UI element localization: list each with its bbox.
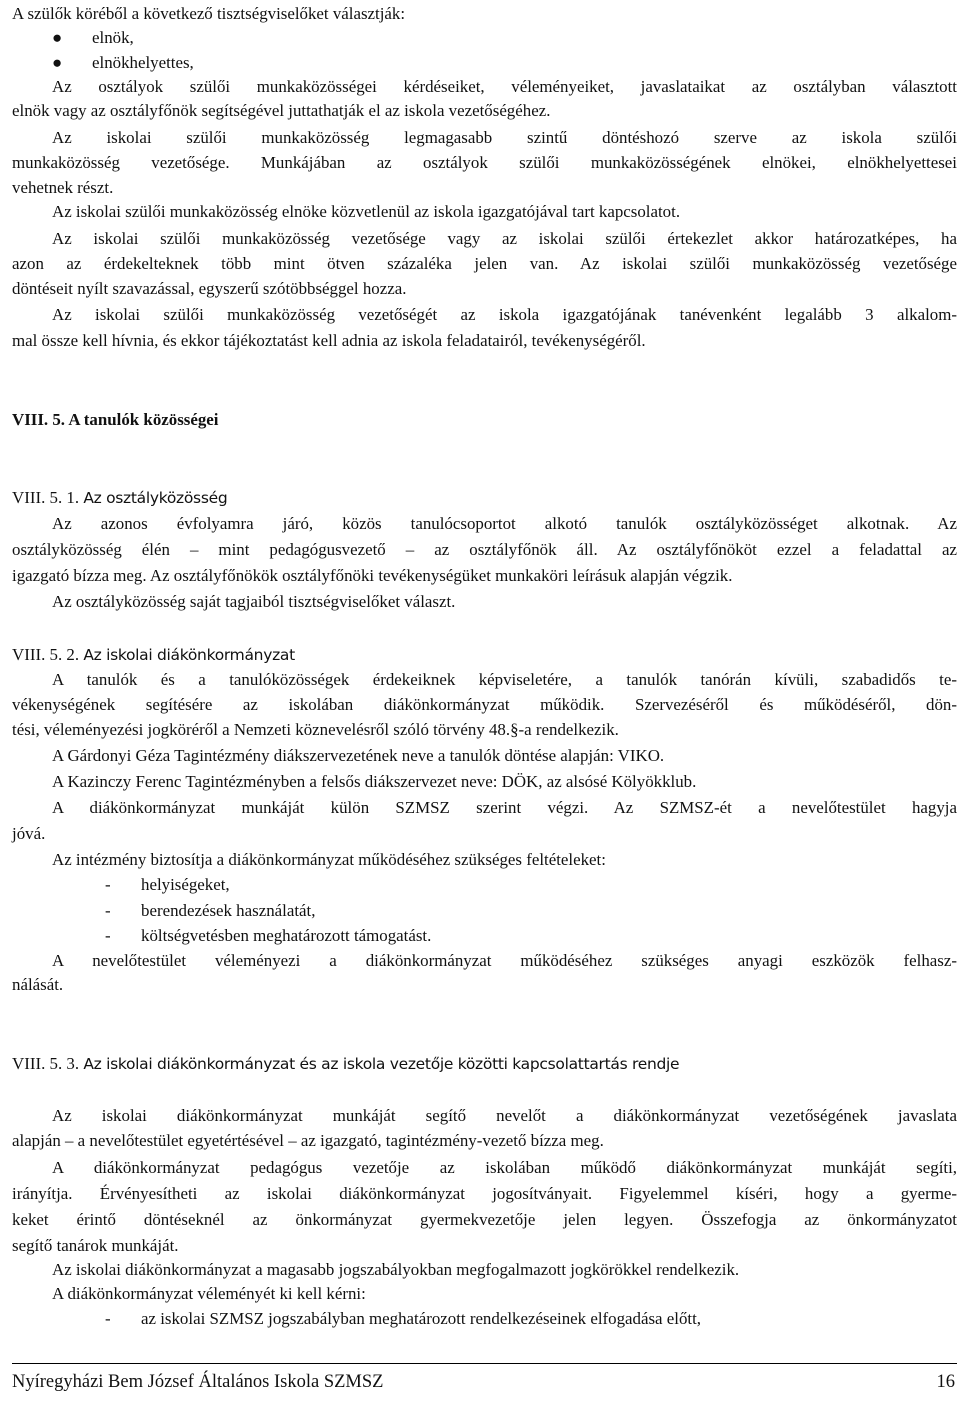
paragraph-line: Az iskolai diákönkormányzat munkáját segítő nevelőt a diákönkormányzat vezetőségének javaslata [52, 1106, 957, 1125]
paragraph-line: Az iskolai diákönkormányzat a magasabb jogszabályokban megfogalmazott jogkörökkel rendelkezik. [52, 1260, 740, 1279]
subsection-title: Az osztályközösség [83, 489, 228, 507]
paragraph-line: Az intézmény biztosítja a diákönkormányzat működéséhez szükséges feltételeket: [52, 850, 606, 869]
page-number: 16 [936, 1372, 955, 1392]
subsection-title: Az iskolai diákönkormányzat és az iskola vezetője közötti kapcsolattartás rendje [83, 1055, 680, 1073]
subsection-heading [12, 486, 957, 510]
dash-item [105, 924, 960, 948]
paragraph-line: osztályközösség élén – mint pedagógusvezető – az osztályfőnök áll. Az osztályfőnököt ezzel a feladattal az [12, 540, 957, 559]
bullet-item [52, 26, 960, 50]
subsection-heading [12, 643, 957, 667]
footer-rule [12, 1363, 957, 1364]
paragraph-line: A diákönkormányzat véleményét ki kell kérni: [52, 1284, 366, 1303]
paragraph-line: A Kazinczy Ferenc Tagintézményben a felsős diákszervezet neve: DÖK, az alsósé Kölyökklub. [52, 772, 697, 791]
paragraph-line: segítő tanárok munkáját. [12, 1236, 179, 1255]
bullet-text: elnökhelyettes, [92, 53, 194, 72]
dash-text: költségvetésben meghatározott támogatást. [141, 926, 432, 945]
paragraph-line: igazgató bízza meg. Az osztályfőnökök osztályfőnöki tevékenységüket munkaköri leírásuk alapján végzik. [12, 566, 733, 585]
paragraph-line: jóvá. [12, 824, 46, 843]
paragraph-line: Az iskolai szülői munkaközösség vezetőségét az iskola igazgatójának tanévenként legalább 3 alkalom- [52, 305, 957, 324]
subsection-number: VIII. 5. 1. [12, 488, 80, 507]
dash-item [105, 873, 960, 897]
dash-item [105, 899, 960, 923]
paragraph-line: A tanulók és a tanulóközösségek érdekeiknek képviseletére, a tanulók tanórán kívüli, szabadidős te- [52, 670, 957, 689]
paragraph-line: Az osztályközösség saját tagjaiból tisztségviselőket választ. [52, 592, 456, 611]
paragraph-line: keket érintő döntéseknél az önkormányzat gyermekvezetője jelen legyen. Összefogja az önkormányzatot [12, 1210, 957, 1229]
subsection-heading [12, 1052, 957, 1076]
subsection-number: VIII. 5. 2. [12, 645, 80, 664]
dash-text: helyiségeket, [141, 875, 230, 894]
paragraph-line: alapján – a nevelőtestület egyetértésével – az igazgató, tagintézmény-vezető bízza meg. [12, 1131, 604, 1150]
paragraph-line: A Gárdonyi Géza Tagintézmény diákszervezetének neve a tanulók döntése alapján: VIKO. [52, 746, 665, 765]
bullet-text: elnök, [92, 28, 134, 47]
paragraph-line: mal össze kell hívnia, és ekkor tájékoztatást kell adnia az iskola feladatairól, tevékenységéről. [12, 331, 646, 350]
footer-title: Nyíregyházi Bem József Általános Iskola SZMSZ [12, 1372, 384, 1392]
paragraph-line: azon az érdekelteknek több mint ötven százaléka jelen van. Az iskolai szülői munkaközösség vezetősége [12, 254, 957, 273]
paragraph-line: A szülők köréből a következő tisztségviselőket választják: [12, 4, 406, 23]
dash-marker: - [105, 875, 111, 894]
paragraph-line: Az osztályok szülői munkaközösségei kérdéseiket, véleményeiket, javaslataikat az osztályban választott [52, 77, 957, 96]
bullet-icon: ● [52, 28, 63, 47]
paragraph-line: tési, véleményezési jogköréről a Nemzeti köznevelésről szóló törvény 48.§-a rendelkezik. [12, 720, 619, 739]
paragraph-line: nálását. [12, 975, 64, 994]
paragraph-line: Az iskolai szülői munkaközösség vezetősége vagy az iskolai szülői értekezlet akkor határozatképes, ha [52, 229, 957, 248]
dash-text: berendezések használatát, [141, 901, 316, 920]
paragraph-line: vékenységének segítésére az iskolában diákönkormányzat működik. Szervezéséről és működéséről, dön- [12, 695, 957, 714]
paragraph-line: munkaközösség vezetősége. Munkájában az osztályok szülői munkaközösségének elnökei, elnökhelyettesei [12, 153, 957, 172]
paragraph-line: elnök vagy az osztályfőnök segítségével juttathatják el az iskola vezetőségéhez. [12, 101, 551, 120]
subsection-title: Az iskolai diákönkormányzat [83, 646, 295, 664]
bullet-icon: ● [52, 53, 63, 72]
bullet-item [52, 51, 960, 75]
dash-marker: - [105, 1309, 111, 1328]
section-heading: VIII. 5. A tanulók közösségei [12, 410, 219, 429]
paragraph-line: Az iskolai szülői munkaközösség legmagasabb szintű döntéshozó szerve az iskola szülői [52, 128, 957, 147]
dash-marker: - [105, 901, 111, 920]
paragraph-line: döntéseit nyílt szavazással, egyszerű szótöbbséggel hozza. [12, 279, 407, 298]
paragraph-line: A nevelőtestület véleményezi a diákönkormányzat működéséhez szükséges anyagi eszközök felhasz- [52, 951, 957, 970]
dash-text: az iskolai SZMSZ jogszabályban meghatározott rendelkezéseinek elfogadása előtt, [141, 1309, 702, 1328]
paragraph-line: A diákönkormányzat munkáját külön SZMSZ szerint végzi. Az SZMSZ-ét a nevelőtestület hagyja [52, 798, 957, 817]
dash-marker: - [105, 926, 111, 945]
subsection-number: VIII. 5. 3. [12, 1054, 80, 1073]
paragraph-line: vehetnek részt. [12, 178, 114, 197]
paragraph-line: A diákönkormányzat pedagógus vezetője az iskolában működő diákönkormányzat munkáját segíti, [52, 1158, 957, 1177]
dash-item [105, 1307, 960, 1331]
paragraph-line: Az iskolai szülői munkaközösség elnöke közvetlenül az iskola igazgatójával tart kapcsolatot. [52, 202, 681, 221]
paragraph-line: irányítja. Érvényesítheti az iskolai diákönkormányzat jogosítványait. Figyelemmel kíséri, hogy a gyerme- [12, 1184, 957, 1203]
paragraph-line: Az azonos évfolyamra járó, közös tanulócsoportot alkotó tanulók osztályközösséget alkotnak. Az [52, 514, 957, 533]
